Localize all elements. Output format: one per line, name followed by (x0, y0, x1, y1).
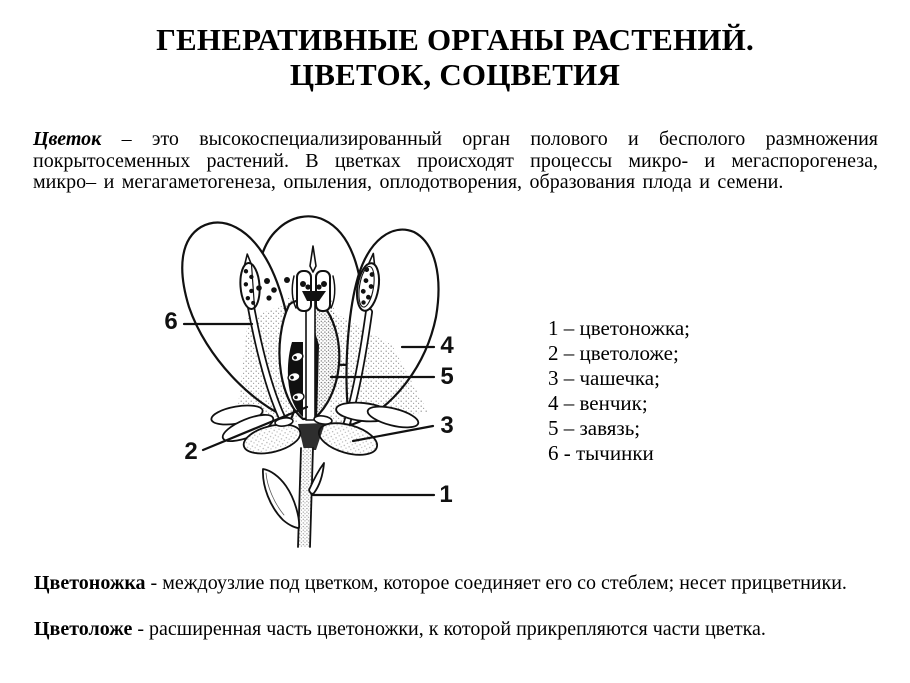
legend-item: 6 - тычинки (548, 441, 654, 465)
diagram-legend (548, 316, 690, 466)
diagram-label-2: 2 (184, 438, 198, 465)
legend-item: 5 – завязь; (548, 416, 641, 440)
pedicel-stem (263, 448, 324, 547)
legend-item: 4 – венчик; (548, 391, 648, 415)
flower-diagram (140, 200, 540, 555)
bract-leaf (263, 469, 299, 528)
definition-text: - расширенная часть цветоножки, к которой прикрепляются части цветка. (132, 618, 766, 640)
definition-text: - междоузлие под цветком, которое соединяет его со стеблем; несет прицветники. (145, 572, 847, 594)
title-line-2: ЦВЕТОК, СОЦВЕТИЯ (289, 57, 621, 92)
legend-item: 1 – цветоножка; (548, 316, 691, 340)
definition-pedicel (34, 571, 884, 595)
title-line-1: ГЕНЕРАТИВНЫЕ ОРГАНЫ РАСТЕНИЙ. (156, 22, 754, 57)
definition-term: Цветоложе (34, 618, 133, 640)
intro-text: – это высокоспециализированный орган полового и бесполого размножения покрытосеменных растений. В цветках происходят процессы микро- и мегаспорогенеза, микро– и мегагаметогенеза, опыления, оплодотворения, образования плода и семени. (33, 128, 878, 193)
diagram-label-3: 3 (440, 412, 454, 439)
legend-item: 2 – цветоложе; (548, 341, 679, 365)
diagram-label-5: 5 (440, 363, 454, 390)
diagram-label-6: 6 (164, 308, 178, 335)
intro-term: Цветок (33, 128, 102, 150)
diagram-label-1: 1 (439, 481, 453, 508)
definition-receptacle (34, 617, 884, 641)
legend-item: 3 – чашечка; (548, 366, 660, 390)
diagram-label-4: 4 (440, 332, 454, 359)
intro-paragraph (33, 129, 878, 194)
page-title (0, 22, 910, 92)
definition-term: Цветоножка (34, 572, 146, 594)
